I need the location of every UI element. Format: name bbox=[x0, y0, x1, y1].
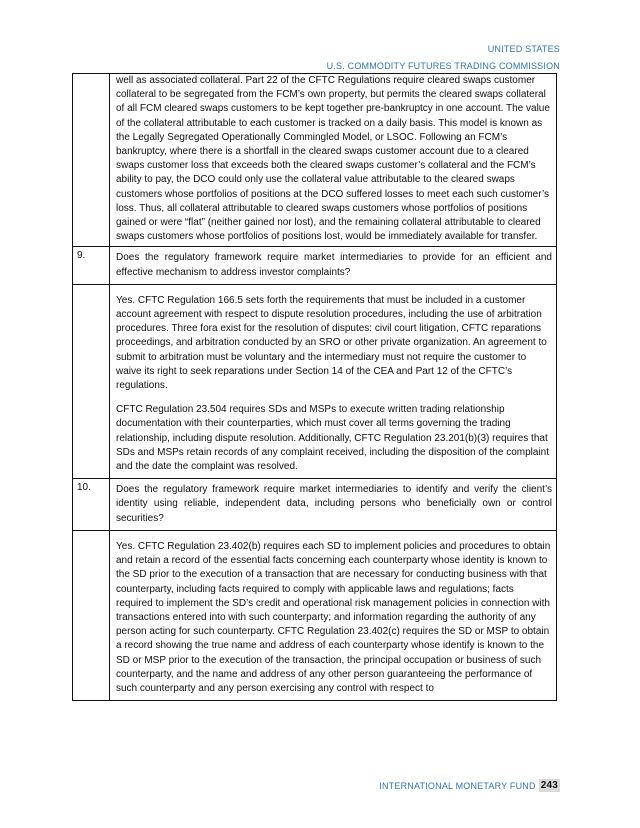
paragraph: CFTC Regulation 23.504 requires SDs and MSPs to execute written trading relationship documentation with their counterparties, which must cover all terms governing the trading relationship, including dispute resolution. Additionally, CFTC Regulation 23.201(b)(3) requires that SDs and MSPs retain records of any complaint received, including the disposition of the complaint and the date the complaint was resolved. bbox=[116, 404, 550, 473]
continuation-text bbox=[110, 74, 557, 247]
table-row bbox=[73, 479, 557, 531]
page-number: 243 bbox=[540, 780, 558, 791]
question-text: Does the regulatory framework require market intermediaries to identify and verify the client’s identity using reliable, independent data, including persons who beneficially own or control securities? bbox=[110, 479, 557, 531]
table-row bbox=[73, 284, 557, 478]
answer-text bbox=[110, 284, 557, 478]
row-number-cell bbox=[73, 284, 110, 478]
row-number-cell bbox=[73, 530, 110, 700]
paragraph: Yes. CFTC Regulation 166.5 sets forth the requirements that must be included in a customer account agreement with respect to dispute resolution procedures, including the use of arbitration procedures. Three fora exist for the resolution of disputes: civil court litigation, CFTC reparations proceedings, and arbitration conducted by an SRO or other private organization. An agreement to submit to arbitration must be voluntary and the intermediary must not require the customer to waive its right to seek reparations under Section 14 of the CEA and Part 12 of the CFTC’s regulations. bbox=[116, 294, 547, 392]
document-body bbox=[72, 73, 557, 701]
row-number-cell bbox=[73, 74, 110, 247]
footer-label: INTERNATIONAL MONETARY FUND bbox=[379, 780, 536, 791]
paragraph: well as associated collateral. Part 22 of the CFTC Regulations require cleared swaps customer collateral to be segregated from the FCM’s own property, but permits the cleared swaps collateral of all FCM cleared swaps customers to be kept together pre-bankruptcy in one account. The value of the collateral attributable to each customer is tracked on a daily basis. This model is known as the Legally Segregated Operationally Commingled Model, or LSOC. Following an FCM’s bankruptcy, where there is a shortfall in the cleared swaps customer account due to a cleared swaps customer loss that exceeds both the cleared swaps customer’s collateral and the FCM’s ability to pay, the DCO could only use the collateral value attributable to the cleared swaps customers whose portfolios of positions at the DCO suffered losses to meet each such customer’s loss. Thus, all collateral attributable to cleared swaps customers whose portfolios of positions gained or were “flat” (neither gained nor lost), and the remaining collateral attributable to cleared swaps customers whose portfolios of positions lost, would be immediately available for transfer. bbox=[116, 75, 550, 243]
table-row bbox=[73, 530, 557, 700]
header-country: UNITED STATES bbox=[487, 44, 560, 54]
questionnaire-table bbox=[72, 73, 557, 701]
page-footer bbox=[379, 779, 560, 792]
answer-text bbox=[110, 530, 557, 700]
header-agency: U.S. COMMODITY FUTURES TRADING COMMISSION bbox=[326, 61, 560, 71]
paragraph: Yes. CFTC Regulation 23.402(b) requires each SD to implement policies and procedures to obtain and retain a record of the essential facts concerning each counterparty whose identity is known to the SD prior to the execution of a transaction that are necessary for conducting business with that counterparty, including facts required to comply with applicable laws and regulations; facts required to implement the SD’s credit and operational risk management policies in connection with transactions entered into with such counterparty; and information regarding the authority of any person acting for such counterparty. CFTC Regulation 23.402(c) requires the SD or MSP to obtain a record showing the true name and address of each counterparty whose identify is known to the SD or MSP prior to the execution of the transaction, the principal occupation or business of such counterparty, and the name and address of any other person guaranteeing the performance of such counterparty and any person exercising any control with respect to bbox=[116, 540, 551, 694]
table-row bbox=[73, 74, 557, 247]
question-number: 10. bbox=[73, 479, 110, 531]
table-row bbox=[73, 247, 557, 284]
question-text: Does the regulatory framework require market intermediaries to provide for an efficient and effective mechanism to address investor complaints? bbox=[110, 247, 557, 284]
running-header bbox=[327, 41, 560, 75]
question-number: 9. bbox=[73, 247, 110, 284]
